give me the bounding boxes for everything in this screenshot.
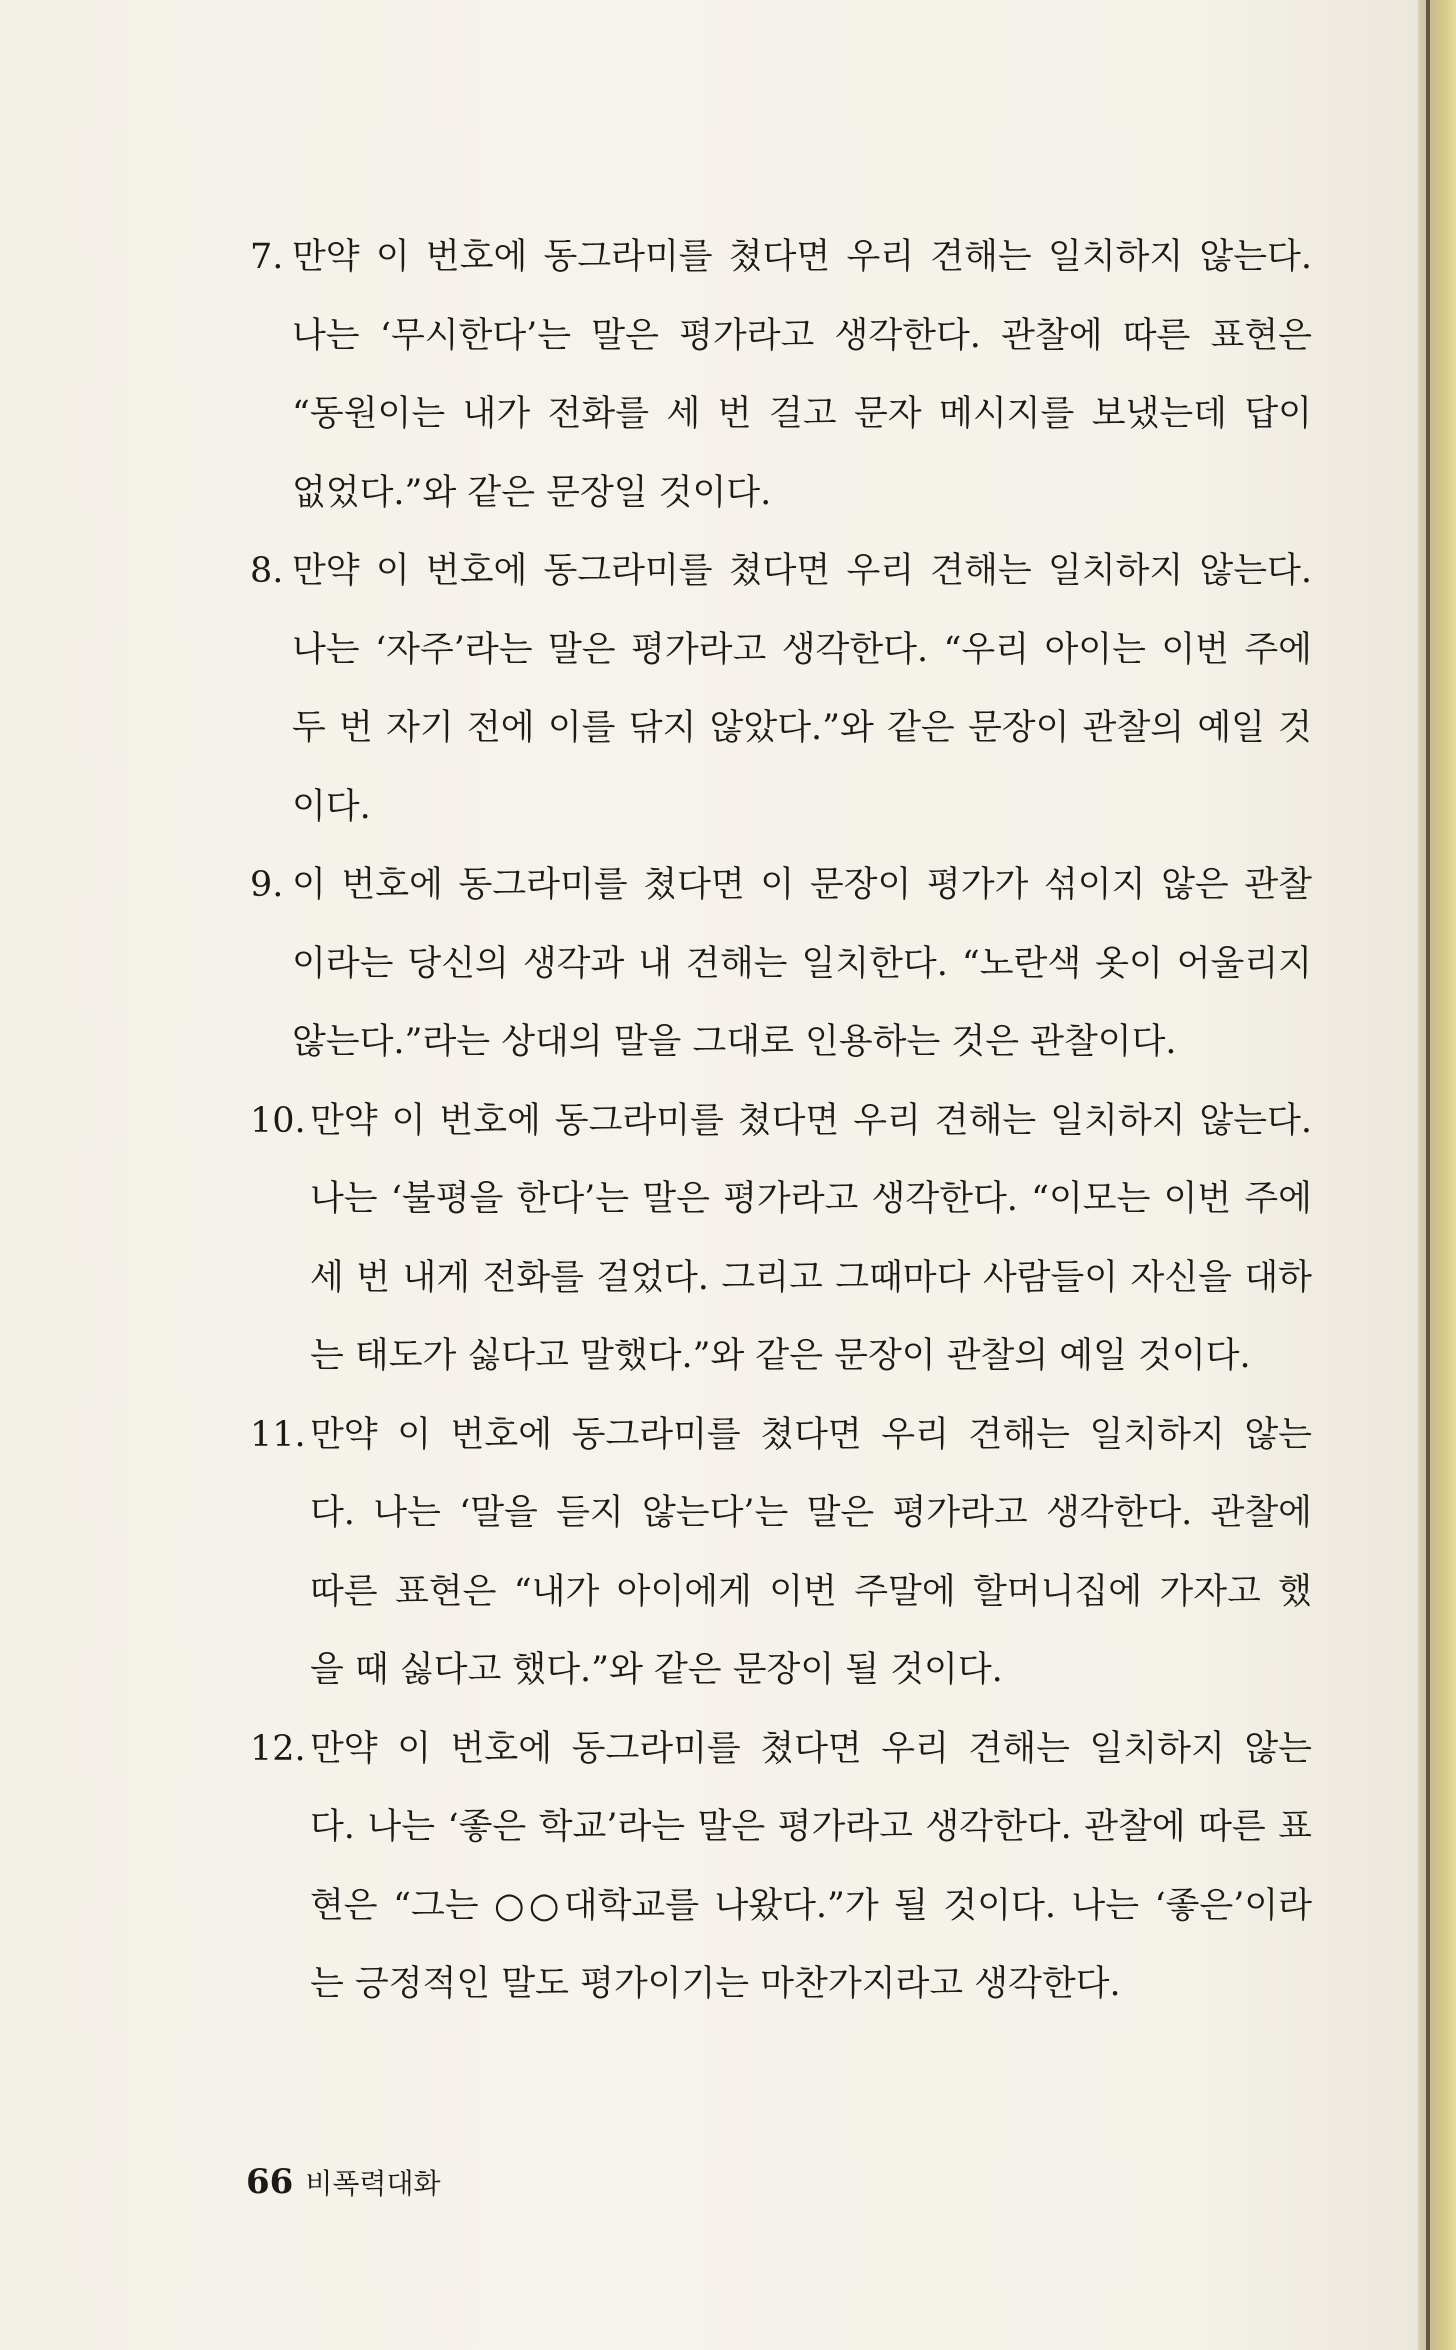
text-line: 이다. xyxy=(292,786,371,827)
page-footer xyxy=(246,2158,441,2208)
item-number: 12. xyxy=(250,1728,306,1769)
text-line: 만약 이 번호에 동그라미를 쳤다면 우리 견해는 일치하지 않는다. xyxy=(310,1100,1312,1141)
text-line: 는 태도가 싫다고 말했다.”와 같은 문장이 관찰의 예일 것이다. xyxy=(310,1336,1251,1376)
text-line: 만약 이 번호에 동그라미를 쳤다면 우리 견해는 일치하지 않는다. xyxy=(292,551,1312,591)
item-number: 10. xyxy=(250,1100,306,1141)
text-line: 없었다.”와 같은 문장일 것이다. xyxy=(292,472,772,513)
item-number: 7. xyxy=(250,237,284,277)
text-line: “동원이는 내가 전화를 세 번 걸고 문자 메시지를 보냈는데 답이 xyxy=(292,394,1312,434)
text-line: 않는다.”라는 상대의 말을 그대로 인용하는 것은 관찰이다. xyxy=(292,1022,1177,1062)
text-line: 따른 표현은 “내가 아이에게 이번 주말에 할머니집에 가자고 했 xyxy=(310,1571,1312,1612)
answer-item-12 xyxy=(250,1710,1312,2024)
item-number: 8. xyxy=(250,551,284,591)
text-line: 만약 이 번호에 동그라미를 쳤다면 우리 견해는 일치하지 않는 xyxy=(310,1728,1312,1769)
text-line: 을 때 싫다고 했다.”와 같은 문장이 될 것이다. xyxy=(310,1650,1003,1690)
answer-item-8 xyxy=(250,532,1312,846)
page-number: 66 xyxy=(246,2162,294,2202)
answer-item-7 xyxy=(250,218,1312,532)
item-number: 11. xyxy=(250,1414,306,1455)
text-line: 는 긍정적인 말도 평가이기는 마찬가지라고 생각한다. xyxy=(310,1964,1121,2004)
page-edge xyxy=(1418,0,1456,2350)
text-line: 세 번 내게 전화를 걸었다. 그리고 그때마다 사람들이 자신을 대하 xyxy=(310,1257,1312,1298)
answer-item-9 xyxy=(250,846,1312,1082)
text-line: 이라는 당신의 생각과 내 견해는 일치한다. “노란색 옷이 어울리지 xyxy=(292,943,1312,984)
answer-item-10 xyxy=(250,1082,1312,1396)
text-line: 나는 ‘자주’라는 말은 평가라고 생각한다. “우리 아이는 이번 주에 xyxy=(292,629,1312,670)
text-line: 두 번 자기 전에 이를 닦지 않았다.”와 같은 문장이 관찰의 예일 것 xyxy=(292,708,1312,748)
text-line: 다. 나는 ‘말을 듣지 않는다’는 말은 평가라고 생각한다. 관찰에 xyxy=(310,1493,1312,1533)
answer-item-11 xyxy=(250,1396,1312,1710)
text-line: 현은 “그는 ○○대학교를 나왔다.”가 될 것이다. 나는 ‘좋은’이라 xyxy=(310,1885,1312,1926)
text-line: 만약 이 번호에 동그라미를 쳤다면 우리 견해는 일치하지 않는 xyxy=(310,1414,1312,1455)
text-line: 나는 ‘불평을 한다’는 말은 평가라고 생각한다. “이모는 이번 주에 xyxy=(310,1179,1312,1219)
item-number: 9. xyxy=(250,865,284,905)
text-line: 이 번호에 동그라미를 쳤다면 이 문장이 평가가 섞이지 않은 관찰 xyxy=(292,865,1312,905)
text-line: 나는 ‘무시한다’는 말은 평가라고 생각한다. 관찰에 따른 표현은 xyxy=(292,315,1312,356)
book-title: 비폭력대화 xyxy=(305,2167,441,2200)
answer-list xyxy=(250,218,1312,2024)
text-line: 만약 이 번호에 동그라미를 쳤다면 우리 견해는 일치하지 않는다. xyxy=(292,237,1312,277)
text-line: 다. 나는 ‘좋은 학교’라는 말은 평가라고 생각한다. 관찰에 따른 표 xyxy=(310,1807,1312,1847)
